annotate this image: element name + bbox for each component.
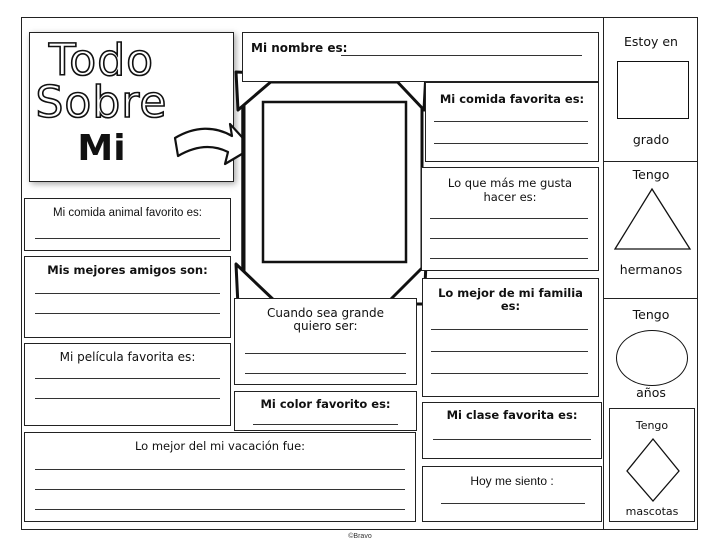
answer-line[interactable] bbox=[35, 489, 405, 490]
copyright: ©Bravo bbox=[348, 533, 372, 540]
animal-food-label: Mi comida animal favorito es: bbox=[53, 207, 202, 219]
age-circle[interactable] bbox=[616, 330, 688, 386]
age-section bbox=[604, 298, 698, 407]
grade-square[interactable] bbox=[617, 61, 689, 119]
grade-section bbox=[604, 17, 698, 162]
answer-line[interactable] bbox=[35, 238, 220, 239]
title-line-2: Sobre bbox=[35, 77, 168, 128]
pets-title: Tengo bbox=[635, 419, 669, 432]
name-box bbox=[242, 32, 599, 82]
answer-line[interactable] bbox=[441, 503, 585, 504]
answer-line[interactable] bbox=[253, 424, 398, 425]
favorite-color-box bbox=[234, 391, 417, 431]
favorite-class-label: Mi clase favorita es: bbox=[446, 408, 578, 422]
answer-line[interactable] bbox=[245, 373, 406, 374]
answer-line[interactable] bbox=[430, 238, 588, 239]
pets-box bbox=[609, 408, 695, 522]
answer-line[interactable] bbox=[434, 143, 588, 144]
favorite-color-label: Mi color favorito es: bbox=[260, 397, 391, 411]
favorite-food-label: Mi comida favorita es: bbox=[439, 92, 585, 106]
favorite-activity-box bbox=[421, 167, 599, 271]
siblings-title: Tengo bbox=[632, 167, 670, 182]
answer-line[interactable] bbox=[35, 398, 220, 399]
favorite-movie-box bbox=[24, 343, 231, 426]
vacation-box bbox=[24, 432, 416, 522]
answer-line[interactable] bbox=[245, 353, 406, 354]
favorite-movie-label: Mi película favorita es: bbox=[59, 350, 196, 364]
when-grown-label: Cuando sea grande quiero ser: bbox=[266, 306, 385, 333]
when-grown-box bbox=[234, 298, 417, 385]
favorite-food-box bbox=[425, 82, 599, 162]
today-feel-box bbox=[422, 466, 602, 522]
photo-frame bbox=[230, 68, 430, 313]
answer-line[interactable] bbox=[35, 469, 405, 470]
title-line-1: Todo bbox=[48, 35, 155, 86]
vacation-label: Lo mejor del mi vacación fue: bbox=[134, 439, 306, 453]
today-feel-label: Hoy me siento : bbox=[470, 474, 554, 488]
animal-food-box bbox=[24, 198, 231, 251]
siblings-label: hermanos bbox=[619, 262, 683, 277]
answer-line[interactable] bbox=[430, 258, 588, 259]
answer-line[interactable] bbox=[431, 351, 588, 352]
answer-line[interactable] bbox=[431, 329, 588, 330]
family-best-label: Lo mejor de mi familia es: bbox=[438, 286, 583, 313]
family-best-box bbox=[422, 278, 599, 397]
favorite-activity-label: Lo que más me gusta hacer es: bbox=[447, 176, 573, 204]
pets-label: mascotas bbox=[625, 505, 679, 518]
answer-line[interactable] bbox=[430, 218, 588, 219]
name-label: Mi nombre es: bbox=[251, 41, 348, 55]
name-line[interactable] bbox=[341, 55, 582, 56]
siblings-section bbox=[604, 161, 698, 299]
age-label: años bbox=[636, 385, 666, 400]
best-friends-label: Mis mejores amigos son: bbox=[47, 263, 208, 277]
answer-line[interactable] bbox=[433, 439, 591, 440]
best-friends-box bbox=[24, 256, 231, 338]
answer-line[interactable] bbox=[35, 378, 220, 379]
answer-line[interactable] bbox=[434, 121, 588, 122]
answer-line[interactable] bbox=[35, 293, 220, 294]
answer-line[interactable] bbox=[35, 313, 220, 314]
answer-line[interactable] bbox=[431, 373, 588, 374]
title-line-3: Mi bbox=[77, 128, 126, 169]
diamond-icon bbox=[623, 437, 683, 505]
answer-line[interactable] bbox=[35, 509, 405, 510]
age-title: Tengo bbox=[632, 307, 670, 322]
triangle-icon bbox=[613, 187, 693, 253]
grade-label: grado bbox=[632, 132, 670, 147]
favorite-class-box bbox=[422, 402, 602, 459]
grade-title: Estoy en bbox=[624, 34, 678, 49]
